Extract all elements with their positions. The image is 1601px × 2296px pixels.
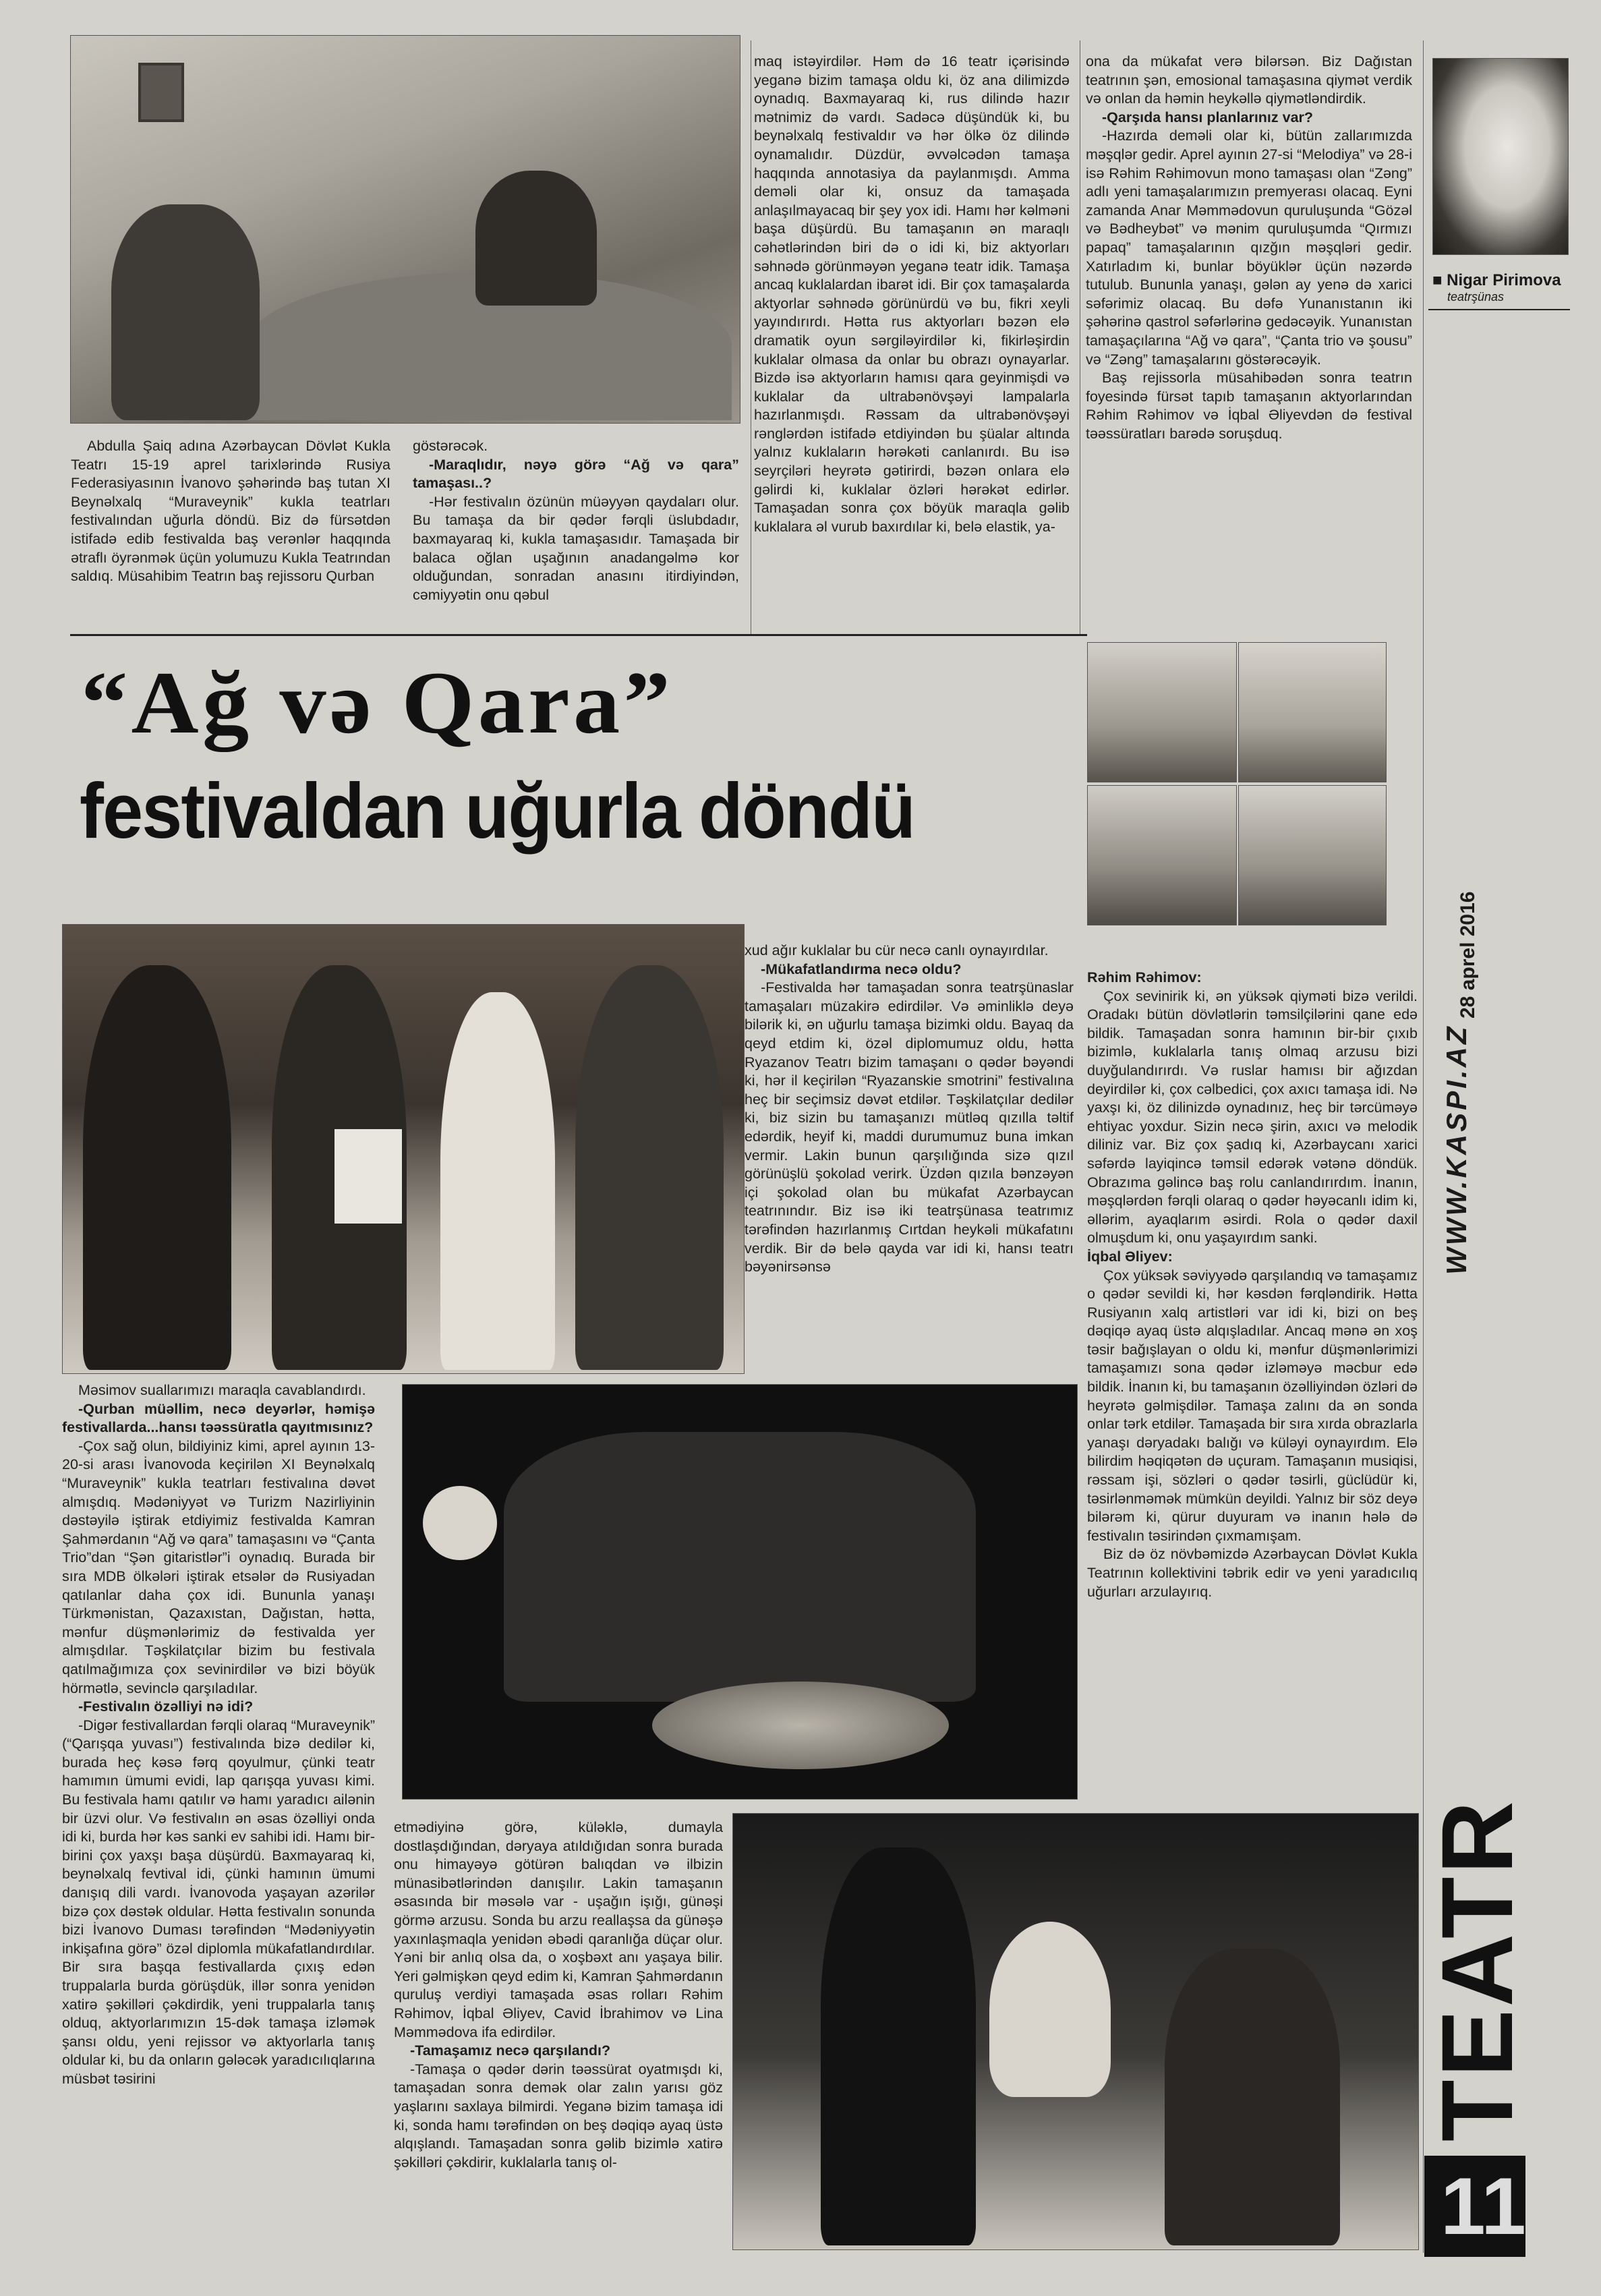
photo-person (83, 965, 231, 1370)
photo-actor-1 (1087, 642, 1237, 782)
headline-line-2: festivaldan uğurla döndü (80, 767, 915, 855)
photo-puppet-disc (423, 1486, 497, 1560)
square-bullet-icon: ■ (1432, 271, 1443, 289)
side-date: 28 aprel 2016 (1457, 891, 1479, 1018)
photo-diploma (332, 1127, 404, 1226)
column-mid-top: xud ağır kuklalar bu cür necə canlı oynayırdılar. -Mükafatlandırma necə oldu? -Festivalda hər tamaşadan sonra teatrşünaslar tamaşaları müzakirə edirdilər. Və əminliklə deyə bilərik ki, ən uğurlu tamaşa bizimki oldu. Bayaq da qeyd etdim ki, özəl diplomumuz oldu, hətta Ryazanov Teatrı bizim tamaşanı o qədər bəyəndi ki, hər il keçirilən “Ryazanskie smotrini” festivalına heç bir seçimsiz dəvət etdilər. Təşkilatçılar dedilər ki, biz sizin bu tamaşanızı mütləq qızılla təltif edərdik, heyif ki, maddi durumumuz buna imkan vermir. Lakin bunun qarşılığında sizə qızıl görünüşlü şokolad verirk. Üzdən qızıla bənzəyən içi şokolad olan bu mükafat Azərbaycan teatrınındır. Biz isə iki teatrşünasa teatrımız tərəfindən hazırlanmış Cırtdan heykəli mükafatını verdik. Bir də belə qayda var idi ki, hansı teatrı bəyənirsənsə (745, 942, 1074, 1275)
photo-stage-troupe (402, 1384, 1078, 1800)
photo-person-right (475, 171, 597, 306)
photo-person-left (111, 204, 260, 420)
photo-puppet (989, 1922, 1111, 2097)
photo-performer-right (1165, 1949, 1340, 2245)
photo-stage-performance (732, 1813, 1419, 2250)
column-right: Rəhim Rəhimov: Çox sevinirik ki, ən yüksək qiyməti bizə verildi. Oradakı bütün dövlətlərin təmsilçilərini qane edə bildik. Tamaşadan sonra hamının bir-bir çıxıb bizimlə, kuklalarla tanış olmaq arzusu bizi duyğulandırırdı. Və ruslar hamısı bir ağızdan deyirdilər ki, çox cəlbedici, çox axıcı tamaşa idi. Nə yaxşı ki, öz dilinizdə oynadınız, heç bir tərcüməyə ehtiyac yoxdur. Sizin necə şirin, axıcı və melodik diliniz var. Biz çox şadıq ki, Azərbaycanı xarici səfərdə layiqincə təmsil edərək vətənə döndük. Obrazıma gəlincə baş rolu canlandırırdım. İnanın, məşqlərdən fərqli olaraq o qədər həyəcanlı idim ki, əllərim, ayaqlarım əsirdi. Rola o qədər daxil olmuşdum ki, onu yaşayırdım sanki. İqbal Əliyev: Çox yüksək səviyyədə qarşılandıq və tamaşamız o qədər sevildi ki, hər kəsdən fərqləndirik. Hətta Rusiyanın xalq artistləri var idi ki, bizi on beş dəqiqə ayaq üstə alqışladılar. Ancaq mənə ən xoş təsir bağışlayan o oldu ki, mənfur düşmənlərimizi tamaşamızı sona qədər izləməyə məcbur edə bildik. İnanın ki, bu tamaşanın özəlliyindən özləri də heyrətə gəlmişdilər. Tamaşa zalını da ən sonda onlar tərk etdilər. Tamaşada bir sıra xırda obrazlarla yanaşı dəryadakı balığı və küləyi oynayırdım. Elə bilirdim həqiqətən də uçuram. Tamaşanın musiqisi, rəssam işi, sözləri o qədər təsirli, güclüdür ki, təsirlənməmək mümkün deyildi. Yalnız bir söz deyə bilərəm ki, qürur duyuram və inanın hələ də festivalın təsirindən çıxmamışam. Biz də öz növbəmizdə Azərbaycan Dövlət Kukla Teatrının kollektivini təbrik edir və yeni yaradıcılıq uğurları arzulayırıq. (1087, 969, 1418, 1600)
side-website: WWW.KASPI.AZ (1440, 1024, 1472, 1275)
page-number: 11 (1440, 2161, 1526, 2251)
author-name: ■ Nigar Pirimova (1432, 271, 1561, 289)
photo-frame-wall (138, 63, 184, 122)
photo-troupe-group (504, 1432, 976, 1702)
column-c: maq istəyirdilər. Həm də 16 teatr içərisində yeganə bizim tamaşa oldu ki, öz ana dilimizdə oynadıq. Baxmayaraq ki, rus dilində hazır mətnimiz də vardı. Sadəcə düşündük ki, bu beynəlxalq festivaldır və hər ölkə öz dilində oynamalıdır. Düzdür, əvvəlcədən tamaşa haqqında annotasiya da paylanmışdı. Amma deməli olar ki, onsuz da tamaşada anlaşılmayacaq bir şey yox idi. Hamı hər kəlməni başa düşürdü. Bu tamaşanın ən maraqlı cəhətlərindən biri də o idi ki, biz aktyorları səhnədə görünməyən yeganə teatr idik. Tamaşa ancaq kuklalardan ibarət idi. Bir çox tamaşalarda aktyorlar səhnədə görünürdü və bu, fikri xeyli yayındırırdı. Hətta rus aktyorları bəzən elə dramatik oyun sərgiləyirdilər ki, fikirləşirdin kuklalar olmasa da onlar bu obrazı oynayarlar. Bizdə isə aktyorların hamısı qara geyinmişdi və kuklalar da ultrabənövşəyi lampalarla hazırlanmışdı. Rəssam da ultrabənövşəyi rənglərdən istifadə etdiyindən bu şüalar altında yalnız kuklaların hərəkəti canlanırdı. Bu isə seyrçiləri heyrətə gətirirdi, bəzən onlara elə gəlirdi ki, kuklalar özləri hərəkət edirlər. Tamaşadan sonra çox böyük maraqla gəlib kuklalara əl vurub baxırdılar ki, belə elastik, ya- (754, 53, 1070, 535)
column-bottom-mid: etmədiyinə görə, küləklə, dumayla dostlaşdığından, dəryaya atıldığıdan sonra burada onu himayəyə götürən balıqdan və ilbizin münasibətlərindən danışılır. Lakin tamaşanın əsasında bir məsələ var - uşağın işığı, günəşi görmə arzusu. Sonda bu arzu reallaşsa da günəşə yaxınlaşmaqla yenidən əbədi qaranlığa düçar olur. Yəni bir anlıq olsa da, o xoşbəxt anı yaşaya bilir. Yeri gəlmişkən qeyd edim ki, Kamran Şahmərdanın quruluş verdiyi tamaşada əsas rolları Rəhim Rəhimov, İqbal Əliyev, Cavid İbrahimov və Lina Məmmədova ifa edirdilər. -Tamaşamız necə qarşılandı? -Tamaşa o qədər dərin təəssürat oyatmışdı ki, tamaşadan sonra demək olar zalın yarısı göz yaşlarını saxlaya bilmirdi. Yeganə bizim tamaşa idi ki, sonda hamı tərəfindən on beş dəqiqə ayaq üstə alqışlandı. Tamaşadan sonra gəlib bizimlə xatirə şəkilləri çəkdirir, kuklalarla tanış ol- (394, 1819, 723, 2171)
author-photo (1432, 58, 1569, 255)
headline-top-rule (70, 634, 1087, 636)
page-number-box (1424, 2156, 1525, 2257)
intro-text: Abdulla Şaiq adına Azərbaycan Dövlət Kukla Teatrı 15-19 aprel tarixlərində Rusiya Federasiyasının İvanovo şəhərində baş tutan XI Beynəlxalq “Muraveynik” kukla teatrları festivalından uğurla döndü. Biz də fürsətdən istifadə edib festivalda baş verənlər haqqında ətraflı öyrənmək üçün yolumuzu Kukla Teatrından saldıq. Müsahibim Teatrın baş rejissoru Qurban (71, 438, 390, 585)
photo-person (440, 992, 555, 1370)
column-d: ona da mükafat verə bilərsən. Biz Dağıstan teatrının şən, emosional tamaşasına qiymət verdik və onlan da həmin heykəllə qiymətləndirdik. -Qarşıda hansı planlarınız var? -Hazırda deməli olar ki, bütün zallarımızda məşqlər gedir. Aprel ayının 27-si “Melodiya” və 28-i isə Rəhim Rəhimovun mono tamaşası olan “Zəng” adlı yeni tamaşalarımızın premyerası olacaq. Eyni zamanda Anar Məmmədovun quruluşunda “Gözəl və Bədheybət” və mənim quruluşumda “Qırmızı papaq” tamaşalarının qızğın məşqləri gedir. Xatırladım ki, bunlar böyüklər üçün nəzərdə tutulub. Bununla yanaşı, gələn ay yenə də xarici səfərimiz olacaq. Bu dəfə Yunanıstanın iki şəhərinə qastrol səfərlərinə gedəcəyik. Yunanıstan tamaşaçılarına “Ağ və qara”, “Çanta trio və şousu” və “Zəng” tamaşalarını göstərəcəyik. Baş rejissorla müsahibədən sonra teatrın foyesində fürsət tapıb tamaşanın aktyorlarından Rəhim Rəhimov və İqbal Əliyevdən də festival təəssüratları barədə soruşduq. (1086, 53, 1412, 442)
photo-fish-puppet (652, 1682, 949, 1769)
photo-actor-2 (1238, 642, 1387, 782)
column-left-bottom: Məsimov suallarımızı maraqla cavablandırdı. -Qurban müəllim, necə deyərlər, həmişə festivallarda...hansı təəssüratla qayıtmısınız? -Çox sağ olun, bildiyiniz kimi, aprel ayının 13-20-si arası İvanovoda keçirilən XI Beynəlxalq “Muraveynik” kukla teatrları festivalına dəvət almışdıq. Mədəniyyət və Turizm Nazirliyinin dəstəyilə iştirak etdiyimiz festivalda Kamran Şahmərdanın “Ağ və qara” tamaşasını və “Çanta Trio”dan “Şən gitaristlər”i oynadıq. Burada bir sıra MDB ölkələri iştirak etsələr də Rusiyadan qatılanlar daha çox idi. Bununla yanaşı Türkmənistan, Qazaxıstan, Dağıstan, hətta, mənfur düşmənlərimiz də festivalda yer almışdılar. Təşkilatçılar bizim bu festivala qatılmağımıza çox sevinirdilər və bizi böyük hörmətlə, sevinclə qarşıladılar. -Festivalın özəlliyi nə idi? -Digər festivallardan fərqli olaraq “Muraveynik” (“Qarışqa yuvası”) festivalında bizə dedilər ki, burada heç kəsə fərq qoyulmur, çünki teatr hamımın ümumi evidi, lap qarışqa yuvası kimi. Bu festivala hamı qatılır və hamı yaradıcı ailənin bir üzvi olur. Və festivalın ən əsas özəlliyi onda idi ki, burda hər kəs sanki ev sahibi idi. Hamı bir-birini çox yaxşı başa düşürdü. Baxmayaraq ki, beynəlxalq fevtival idi, çünki hamının ümumi danışıq dili vardı. İvanovoda yaşayan azərilər bizə çox dəstək oldular. Hətta festivalın sonunda bizi İvanovo Duması tərəfindən “Mədəniyyətin inkişafına görə” özəl diplomla mükafatlandırdılar. Bir sıra başqa festivallarda çıxış edən truppalarla burda görüşdük, illər sonra yenidən xatirə şəkilləri çəkdirdik, yeni truppalarla tanış olduq, aktyorlarımızın 15-dək tamaşa izləmək şansı oldu, yeni rejissor və aktyorlarla tanış oldular ki, bu da onların gələcək yaradıcılıqlarına müsbət təsirini (62, 1382, 375, 2087)
photo-performer-left (821, 1847, 976, 2245)
column-b: göstərəcək. -Maraqlıdır, nəyə görə “Ağ və qara” tamaşası..? -Hər festivalın özünün müəyyən qaydaları olur. Bu tamaşa da bir qədər fərqli üslubdadır, baxmayaraq ki, kukla tamaşasıdır. Tamaşada bir balaca oğlan uşağının anadangəlmə kor olduğundan, sonradan anasını itirdiyindən, cəmiyyətin onu qəbul (413, 438, 739, 603)
author-divider (1428, 309, 1570, 310)
photo-group-award (62, 924, 745, 1374)
section-title: TEATR (1420, 1798, 1534, 2142)
photo-interview-office (70, 35, 740, 424)
photo-person (575, 965, 724, 1370)
headline-line-1: “Ağ və Qara” (81, 653, 674, 752)
author-role: teatrşünas (1447, 290, 1505, 304)
photo-actor-4 (1238, 785, 1387, 925)
photo-actor-3 (1087, 785, 1237, 925)
